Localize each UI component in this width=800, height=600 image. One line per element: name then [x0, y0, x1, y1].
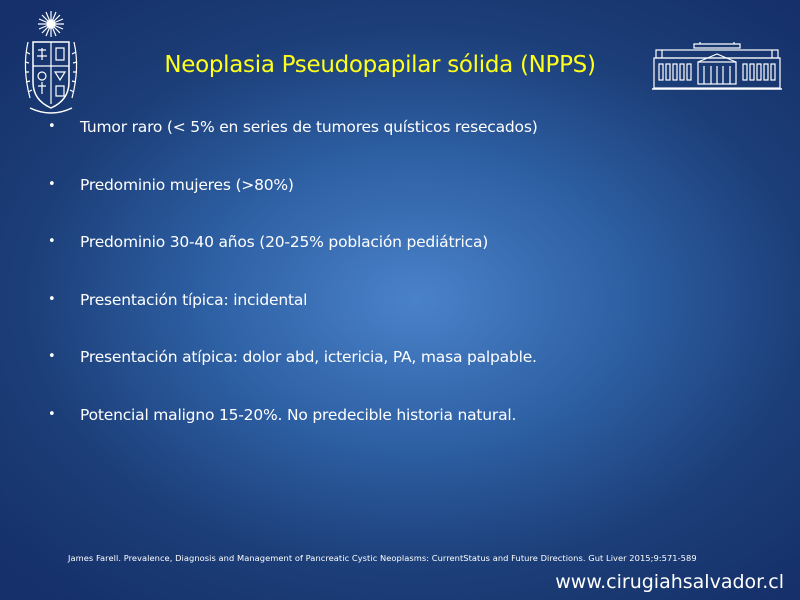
bullet-text: Predominio 30-40 años (20-25% población pediátrica)	[80, 233, 489, 251]
list-item	[48, 231, 538, 289]
bullet-list	[48, 116, 538, 461]
website-url: www.cirugiahsalvador.cl	[555, 571, 784, 593]
list-item	[48, 174, 538, 232]
list-item	[48, 346, 538, 404]
bullet-point: •	[48, 291, 56, 307]
list-item	[48, 289, 538, 347]
bullet-text: Presentación típica: incidental	[80, 290, 308, 309]
bullet-point: •	[48, 234, 56, 249]
list-item	[48, 404, 538, 462]
slide-title: Neoplasia Pseudopapilar sólida (NPPS)	[164, 52, 596, 78]
bullet-point: •	[48, 406, 56, 422]
university-crest-icon	[20, 8, 82, 120]
bullet-text: Predominio mujeres (>80%)	[80, 175, 294, 194]
reference-citation: James Farell. Prevalence, Diagnosis and Management of Pancreatic Cystic Neoplasms: CurrentStatus and Future Directions. Gut Liver 2015;9:571-589	[68, 553, 697, 563]
hospital-building-icon	[652, 42, 782, 92]
bullet-point: •	[48, 119, 56, 134]
bullet-text: Potencial maligno 15-20%. No predecible historia natural.	[80, 405, 517, 424]
list-item	[48, 116, 538, 174]
bullet-text: Presentación atípica: dolor abd, ictericia, PA, masa palpable.	[80, 348, 537, 366]
bullet-text: Tumor raro (< 5% en series de tumores quísticos resecados)	[80, 118, 538, 136]
bullet-point: •	[48, 349, 56, 364]
bullet-point: •	[48, 176, 56, 192]
